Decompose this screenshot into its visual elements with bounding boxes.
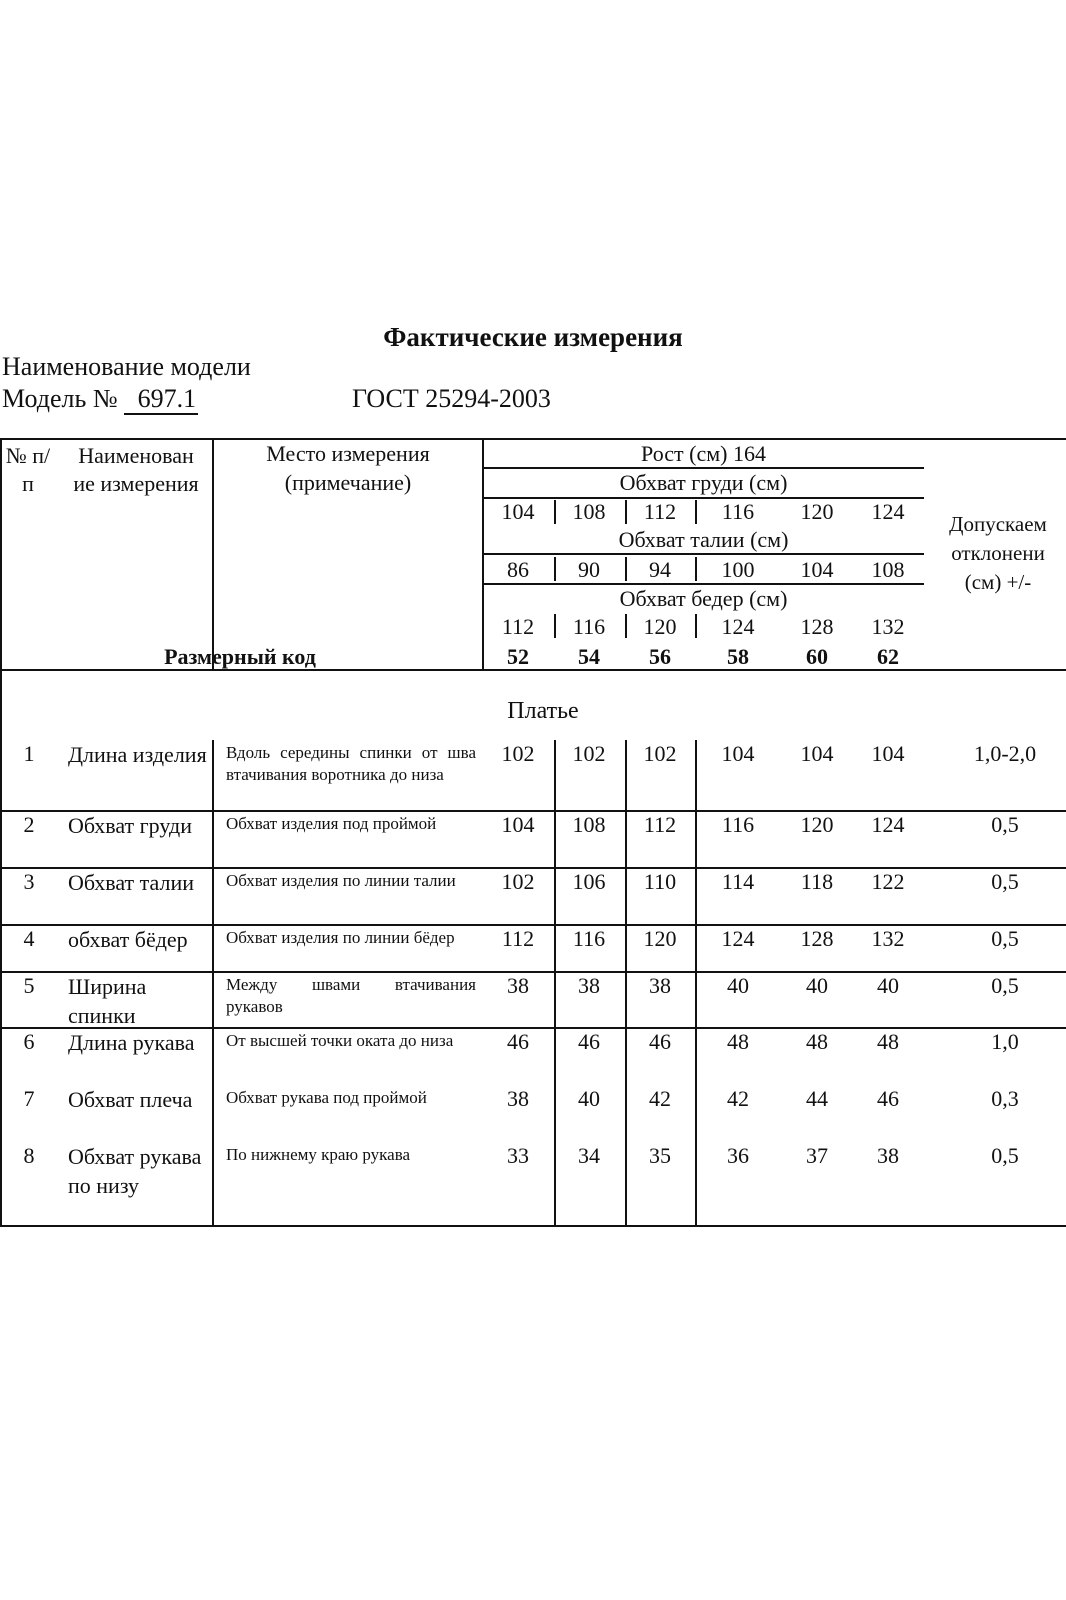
row-number: 2 (23, 812, 35, 837)
model-number-line (2, 384, 198, 415)
size-code: 60 (806, 644, 828, 669)
row-number: 5 (23, 973, 35, 998)
row-tolerance: 1,0 (991, 1029, 1019, 1054)
row-value: 40 (877, 973, 899, 998)
row-measurement-name: Обхват груди (68, 813, 192, 838)
row-value: 35 (649, 1143, 671, 1168)
row-value: 48 (727, 1029, 749, 1054)
row-value: 124 (871, 812, 905, 837)
row-value: 104 (721, 741, 755, 766)
row-tolerance: 0,5 (991, 812, 1019, 837)
hips-value: 128 (800, 614, 834, 639)
size-code: 56 (649, 644, 671, 669)
row-value: 120 (800, 812, 834, 837)
size-code: 58 (727, 644, 749, 669)
row-value: 110 (643, 869, 677, 894)
chest-value: 104 (501, 499, 535, 524)
row-measurement-place: Вдоль середины спинки от шва втачивания воротника до низа (226, 743, 476, 784)
model-number-value: 697.1 (124, 385, 199, 415)
row-value: 46 (877, 1086, 899, 1111)
row-value: 40 (806, 973, 828, 998)
hips-value: 120 (643, 614, 677, 639)
model-name-label: Наименование модели (2, 352, 251, 381)
gost-standard: ГОСТ 25294-2003 (352, 384, 551, 413)
header-tolerance: Допускаем отклонени (см) +/- (949, 512, 1047, 594)
header-waist: Обхват талии (см) (618, 527, 789, 552)
row-tolerance: 0,5 (991, 973, 1019, 998)
row-value: 38 (578, 973, 600, 998)
row-value: 38 (507, 1086, 529, 1111)
row-value: 122 (871, 869, 905, 894)
waist-value: 108 (871, 557, 905, 582)
row-value: 38 (877, 1143, 899, 1168)
row-tolerance: 0,5 (991, 1143, 1019, 1168)
row-value: 40 (578, 1086, 600, 1111)
row-value: 48 (877, 1029, 899, 1054)
size-code: 52 (507, 644, 529, 669)
row-value: 116 (721, 812, 755, 837)
row-number: 1 (23, 741, 35, 766)
row-value: 106 (572, 869, 606, 894)
section-title: Платье (507, 698, 579, 724)
chest-value: 112 (643, 499, 677, 524)
model-number-label: Модель № (2, 384, 118, 413)
row-value: 102 (501, 869, 535, 894)
row-value: 33 (507, 1143, 529, 1168)
row-value: 104 (871, 741, 905, 766)
size-code: 62 (877, 644, 899, 669)
row-value: 34 (578, 1143, 600, 1168)
row-value: 46 (649, 1029, 671, 1054)
row-measurement-name: Обхват рукава по низу (68, 1144, 202, 1198)
row-measurement-name: Ширина спинки (68, 974, 147, 1028)
row-number: 3 (23, 869, 35, 894)
row-tolerance: 1,0-2,0 (973, 741, 1037, 766)
row-value: 114 (721, 869, 755, 894)
header-height: Рост (см) 164 (641, 441, 766, 466)
row-tolerance: 0,3 (991, 1086, 1019, 1111)
chest-value: 108 (572, 499, 606, 524)
row-number: 6 (23, 1029, 35, 1054)
row-value: 104 (501, 812, 535, 837)
waist-value: 94 (649, 557, 671, 582)
header-num: № п/п (5, 443, 51, 496)
row-measurement-place: Между швами втачивания рукавов (226, 975, 476, 1016)
header-place-line2: (примечание) (284, 470, 412, 495)
row-value: 112 (643, 812, 677, 837)
row-value: 38 (649, 973, 671, 998)
row-value: 118 (800, 869, 834, 894)
waist-value: 90 (578, 557, 600, 582)
waist-value: 100 (721, 557, 755, 582)
row-value: 36 (727, 1143, 749, 1168)
row-tolerance: 0,5 (991, 869, 1019, 894)
hips-value: 132 (871, 614, 905, 639)
row-value: 42 (649, 1086, 671, 1111)
row-number: 4 (23, 926, 35, 951)
row-value: 108 (572, 812, 606, 837)
chest-value: 120 (800, 499, 834, 524)
row-value: 102 (643, 741, 677, 766)
row-measurement-name: Длина изделия (68, 742, 207, 767)
row-value: 37 (806, 1143, 828, 1168)
row-measurement-place: По нижнему краю рукава (226, 1145, 411, 1164)
row-measurement-place: От высшей точки оката до низа (226, 1031, 454, 1050)
row-value: 132 (871, 926, 905, 951)
row-value: 116 (572, 926, 606, 951)
document-title: Фактические измерения (383, 322, 683, 352)
row-value: 128 (800, 926, 834, 951)
row-measurement-name: Обхват плеча (68, 1087, 193, 1112)
row-measurement-name: обхват бёдер (68, 927, 188, 952)
row-value: 46 (507, 1029, 529, 1054)
row-value: 38 (507, 973, 529, 998)
header-measurement-name: Наименован ие измерения (73, 443, 199, 496)
row-number: 7 (23, 1086, 35, 1111)
size-code: 54 (578, 644, 600, 669)
row-value: 104 (800, 741, 834, 766)
waist-value: 86 (507, 557, 529, 582)
row-value: 102 (501, 741, 535, 766)
hips-value: 116 (572, 614, 606, 639)
row-measurement-name: Обхват талии (68, 870, 195, 895)
row-value: 120 (643, 926, 677, 951)
row-value: 124 (721, 926, 755, 951)
row-measurement-place: Обхват изделия по линии бёдер (226, 928, 455, 947)
row-value: 42 (727, 1086, 749, 1111)
header-hips: Обхват бедер (см) (619, 586, 788, 611)
header-place-line1: Место измерения (266, 441, 430, 466)
row-value: 46 (578, 1029, 600, 1054)
chest-value: 124 (871, 499, 905, 524)
row-value: 48 (806, 1029, 828, 1054)
row-value: 112 (501, 926, 535, 951)
row-number: 8 (23, 1143, 35, 1168)
row-measurement-place: Обхват изделия по линии талии (226, 871, 456, 890)
row-value: 40 (727, 973, 749, 998)
chest-value: 116 (721, 499, 755, 524)
row-measurement-name: Длина рукава (68, 1030, 195, 1055)
row-measurement-place: Обхват рукава под проймой (226, 1088, 427, 1107)
hips-value: 112 (501, 614, 535, 639)
row-measurement-place: Обхват изделия под проймой (226, 814, 437, 833)
row-value: 44 (806, 1086, 828, 1111)
hips-value: 124 (721, 614, 755, 639)
row-tolerance: 0,5 (991, 926, 1019, 951)
header-chest: Обхват груди (см) (619, 470, 788, 495)
size-code-label: Размерный код (164, 644, 316, 669)
row-value: 102 (572, 741, 606, 766)
waist-value: 104 (800, 557, 834, 582)
